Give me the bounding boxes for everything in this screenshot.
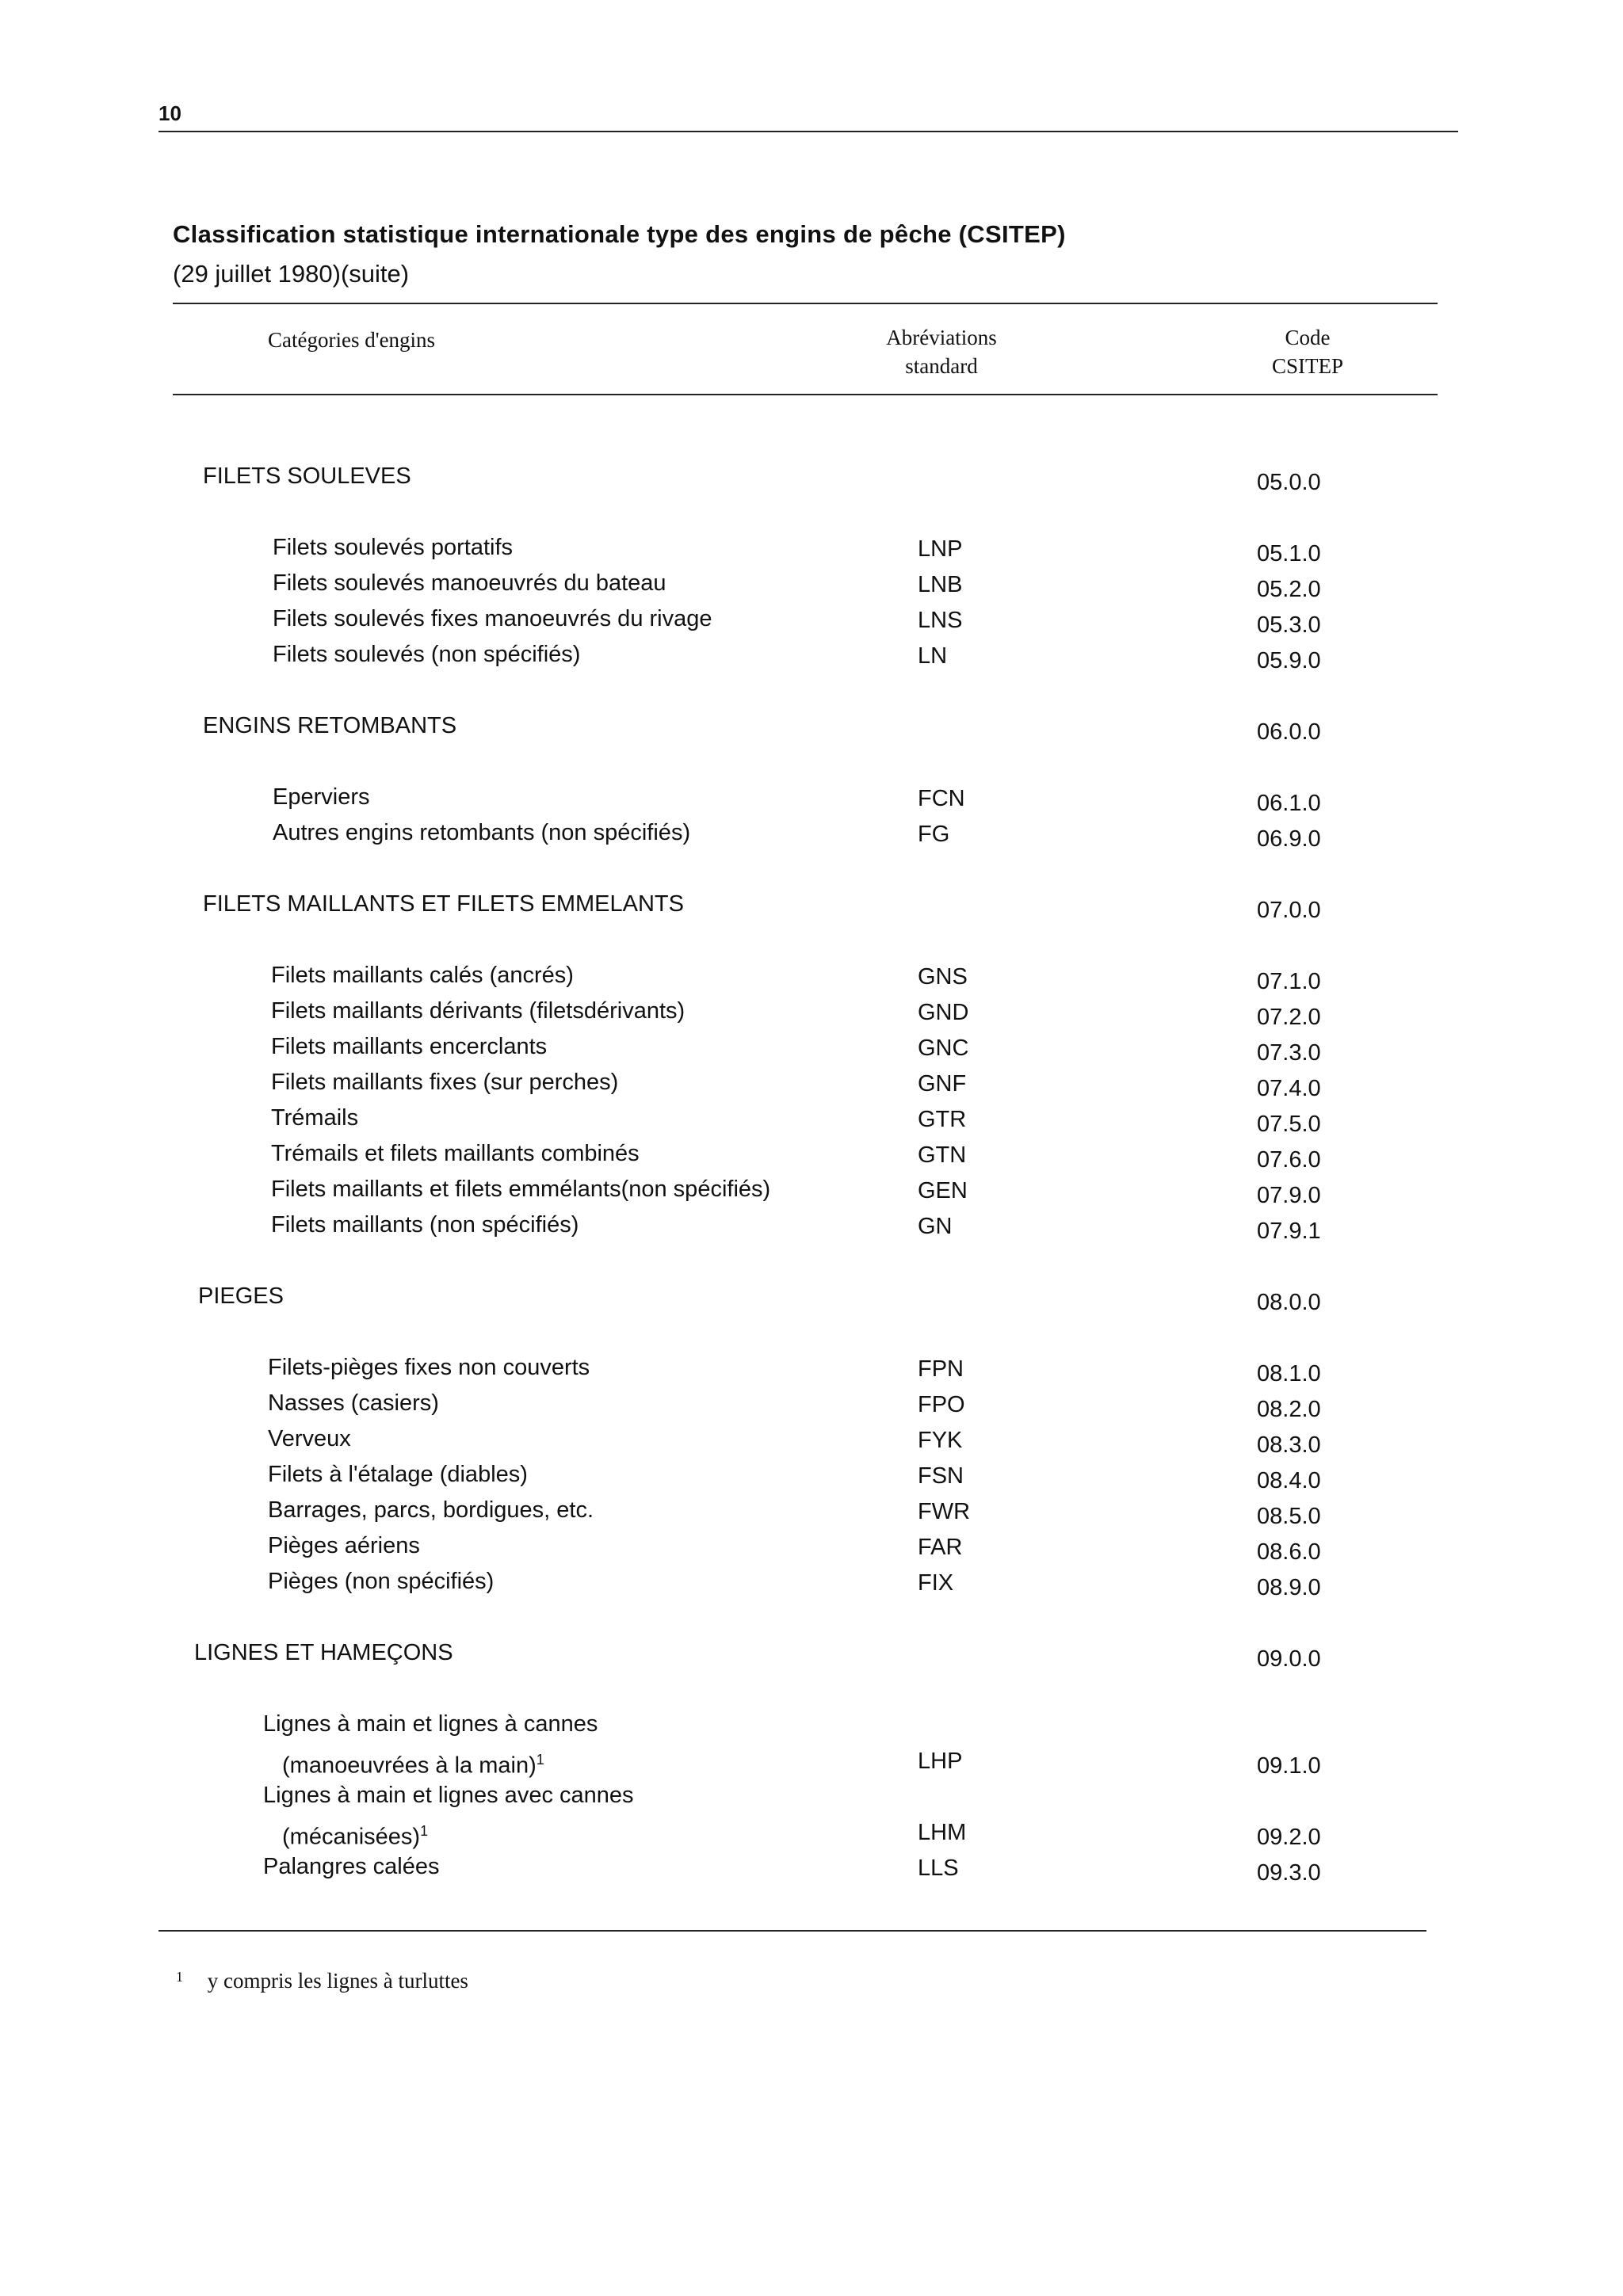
item-code: 07.1.0 — [1257, 969, 1321, 994]
header-code-line1: Code — [1285, 326, 1331, 349]
item-code: 07.6.0 — [1257, 1147, 1321, 1173]
item-code: 09.2.0 — [1257, 1825, 1321, 1850]
item-label: Autres engins retombants (non spécifiés) — [273, 820, 691, 845]
item-abbreviation: LLS — [918, 1855, 959, 1881]
item-label: Filets maillants (non spécifiés) — [271, 1212, 579, 1238]
item-code: 08.2.0 — [1257, 1397, 1321, 1422]
header-category: Catégories d'engins — [268, 328, 436, 352]
item-label: Filets soulevés (non spécifiés) — [273, 642, 581, 667]
item-label: Trémails et filets maillants combinés — [271, 1141, 640, 1166]
item-code: 09.3.0 — [1257, 1860, 1321, 1886]
item-abbreviation: GN — [918, 1214, 953, 1239]
item-abbreviation: LHP — [918, 1749, 963, 1774]
item-abbreviation: GNC — [918, 1035, 969, 1061]
page-subtitle: (29 juillet 1980)(suite) — [173, 260, 410, 288]
item-code: 07.2.0 — [1257, 1005, 1321, 1030]
item-code: 09.1.0 — [1257, 1753, 1321, 1779]
item-code: 08.5.0 — [1257, 1504, 1321, 1529]
item-label: Filets soulevés portatifs — [273, 535, 514, 560]
item-code: 05.3.0 — [1257, 612, 1321, 638]
group-label: FILETS SOULEVES — [203, 463, 411, 489]
item-abbreviation: FYK — [918, 1428, 963, 1453]
item-label-continuation — [282, 1817, 428, 1852]
item-label: Filets maillants dérivants (filetsdérivants) — [271, 998, 685, 1024]
footnote-text: y compris les lignes à turluttes — [207, 1969, 468, 1993]
header-abbr-line1: Abréviations — [886, 326, 997, 349]
item-abbreviation: LNS — [918, 608, 963, 633]
footnote-reference: 1 — [536, 1752, 544, 1768]
item-abbreviation: LN — [918, 643, 948, 669]
item-code: 07.5.0 — [1257, 1112, 1321, 1137]
header-abbr-line2: standard — [905, 354, 978, 378]
footnote-mark: 1 — [176, 1969, 183, 1985]
item-code: 07.9.0 — [1257, 1183, 1321, 1208]
item-abbreviation: GNF — [918, 1071, 967, 1097]
group-label: LIGNES ET HAMEÇONS — [194, 1640, 453, 1665]
item-abbreviation: FAR — [918, 1535, 963, 1560]
item-abbreviation: GND — [918, 1000, 969, 1025]
item-label: Filets maillants encerclants — [271, 1034, 548, 1059]
item-code: 08.3.0 — [1257, 1432, 1321, 1458]
item-label: Filets maillants calés (ancrés) — [271, 963, 574, 988]
item-label: Palangres calées — [263, 1854, 440, 1879]
item-code: 08.9.0 — [1257, 1575, 1321, 1600]
item-code: 08.0.0 — [1257, 1290, 1321, 1315]
item-abbreviation: GNS — [918, 964, 968, 990]
item-label: Pièges (non spécifiés) — [268, 1569, 495, 1594]
item-code: 07.3.0 — [1257, 1040, 1321, 1066]
item-label: Filets soulevés fixes manoeuvrés du rivage — [273, 606, 712, 631]
item-label: Filets à l'étalage (diables) — [268, 1462, 528, 1487]
item-code: 05.9.0 — [1257, 648, 1321, 673]
item-code: 08.1.0 — [1257, 1361, 1321, 1386]
item-abbreviation: FIX — [918, 1570, 954, 1596]
item-abbreviation: FG — [918, 822, 950, 847]
item-abbreviation: FSN — [918, 1463, 964, 1489]
page-title: Classification statistique internationale type des engins de pêche (CSITEP) — [173, 220, 1066, 248]
footnote-rule — [158, 1930, 1426, 1932]
item-label-continuation-text: (manoeuvrées à la main) — [282, 1753, 537, 1779]
item-abbreviation: FCN — [918, 786, 965, 811]
item-code: 09.0.0 — [1257, 1646, 1321, 1672]
item-label: Lignes à main et lignes à cannes — [263, 1711, 598, 1737]
item-code: 06.0.0 — [1257, 719, 1321, 745]
item-code: 07.0.0 — [1257, 898, 1321, 923]
item-label: Lignes à main et lignes avec cannes — [263, 1783, 634, 1808]
group-label: PIEGES — [198, 1283, 284, 1309]
item-label: Barrages, parcs, bordigues, etc. — [268, 1497, 594, 1523]
item-code: 07.4.0 — [1257, 1076, 1321, 1101]
item-abbreviation: FPN — [918, 1356, 964, 1382]
item-code: 05.2.0 — [1257, 577, 1321, 602]
group-label: ENGINS RETOMBANTS — [203, 713, 457, 738]
page-number: 10 — [158, 101, 181, 125]
item-code: 05.0.0 — [1257, 470, 1321, 495]
item-abbreviation: LNB — [918, 572, 963, 597]
item-abbreviation: LHM — [918, 1820, 967, 1845]
item-code: 07.9.1 — [1257, 1219, 1321, 1244]
item-label: Filets maillants et filets emmélants(non spécifiés) — [271, 1177, 771, 1202]
item-label-continuation — [282, 1745, 544, 1780]
item-abbreviation: GTR — [918, 1107, 967, 1132]
item-label: Filets-pièges fixes non couverts — [268, 1355, 590, 1380]
item-label: Pièges aériens — [268, 1533, 420, 1558]
item-label: Verveux — [268, 1426, 351, 1451]
item-abbreviation: GTN — [918, 1142, 967, 1168]
item-label: Filets maillants fixes (sur perches) — [271, 1070, 619, 1095]
header-code-line2: CSITEP — [1271, 354, 1344, 378]
group-label: FILETS MAILLANTS ET FILETS EMMELANTS — [203, 891, 684, 917]
item-abbreviation: FWR — [918, 1499, 971, 1524]
item-code: 06.9.0 — [1257, 826, 1321, 852]
item-label: Trémails — [271, 1105, 359, 1131]
item-code: 05.1.0 — [1257, 541, 1321, 566]
item-abbreviation: GEN — [918, 1178, 968, 1203]
item-label: Nasses (casiers) — [268, 1390, 439, 1416]
item-code: 08.4.0 — [1257, 1468, 1321, 1493]
item-label: Filets soulevés manoeuvrés du bateau — [273, 570, 666, 596]
footnote — [176, 1969, 468, 1993]
item-abbreviation: LNP — [918, 536, 963, 562]
item-code: 06.1.0 — [1257, 791, 1321, 816]
item-abbreviation: FPO — [918, 1392, 965, 1417]
item-label-continuation-text: (mécanisées) — [282, 1824, 421, 1850]
item-code: 08.6.0 — [1257, 1539, 1321, 1565]
item-label: Eperviers — [273, 784, 370, 810]
footnote-reference: 1 — [420, 1823, 429, 1839]
